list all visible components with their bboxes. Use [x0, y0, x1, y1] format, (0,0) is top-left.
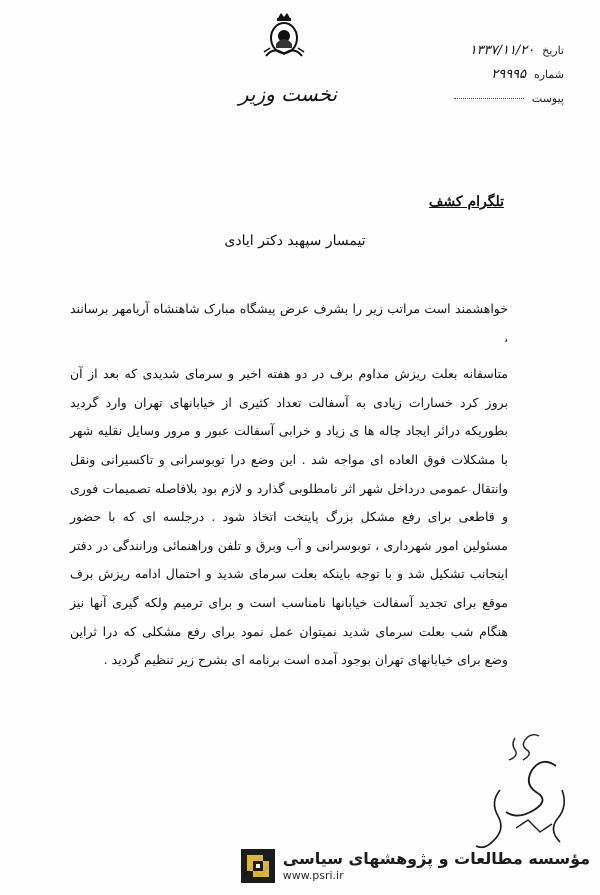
- date-value: ۱۳۳۷/۱۱/۲۰: [469, 43, 535, 58]
- watermark-url: www.psri.ir: [282, 869, 344, 882]
- letter-body: [70, 295, 508, 675]
- body-paragraph: متاسفانه بعلت ریزش مداوم برف در دو هفته اخیر و سرمای شدیدی که بعد از آن بروز کرد خسارات زیادی به آسفالت تعداد کثیری از خیابانهای تهران وارد گردید بطوریکه درائر ایجاد چاله ها ی زیاد و خرابی آسفالت عبور و مرور وسایل نقلیه شهر با مشکلات فوق العاده ای مواجه شد . این وضع درا توبوسرانی و تاکسیرانی ونقل وانتقال عمومی درداخل شهر اثر نامطلوبی گذارد و لازم بود بلافاصله تصمیمات فوری و قاطعی برای رفع مشکل بزرگ پایتخت اتخاذ شود . درجلسه ای که با حضور مسئولین امور شهرداری ، توبوسرانی و آب وبرق و تلفن وراهنمائی ورانندگی در دفتر اینجانب تشکیل شد و با توجه باینکه بعلت سرمای شدید و احتمال ادامه ریزش برف موقع برای تجدید آسفالت خیابانها نامناسب است و برای ترمیم ولکه گیری آنها نیز هنگام شب بعلت سرمای شدید نمیتوان عمل نمود برای رفع مشکلی که درا ثراین وضع برای خیابانهای تهران بوجود آمده است برنامه ای بشرح زیر تنظیم گردید .: [70, 366, 508, 668]
- office-title: نخست وزیر: [238, 82, 338, 106]
- number-label: شماره: [533, 68, 564, 81]
- attachment-row: [364, 86, 564, 110]
- addressee: تیمسار سپهبد دکتر ایادی: [224, 233, 366, 249]
- attachment-blank: [454, 98, 524, 99]
- watermark-name: مؤسسه مطالعات و پژوهشهای سیاسی: [282, 849, 590, 868]
- number-value: ۲۹۹۹۵: [491, 67, 527, 82]
- body-paragraph: خواهشمند است مراتب زیر را بشرف عرض پیشگاه مبارک شاهنشاه آریامهر برسانند ،: [70, 301, 508, 345]
- imperial-crest-icon: [262, 12, 306, 64]
- institute-logo-icon: [241, 849, 275, 883]
- telegram-type-heading: تلگرام کشف: [428, 194, 504, 210]
- attachment-label: پیوست: [531, 92, 564, 105]
- handwritten-signature: [470, 750, 580, 860]
- date-label: تاریخ: [542, 44, 564, 57]
- number-row: [364, 62, 564, 86]
- letter-meta: [364, 38, 564, 110]
- institute-watermark: [241, 849, 590, 883]
- date-row: [364, 38, 564, 62]
